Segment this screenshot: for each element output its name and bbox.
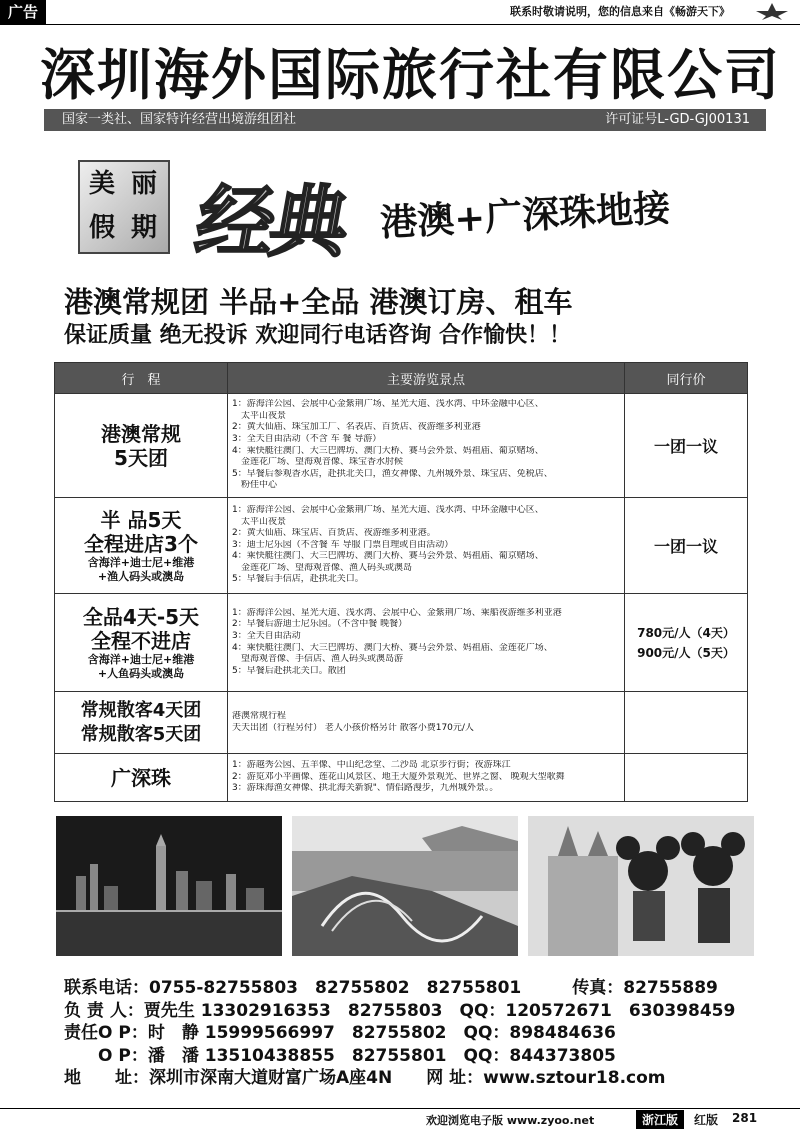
- table-row: [55, 692, 748, 754]
- contact-manager-line: 负 责 人：贾先生 13302916353 82755803 QQ：120572671 630398459: [64, 1000, 736, 1021]
- route-name: 全品4天-5天: [82, 604, 200, 629]
- route-cell: [55, 394, 228, 498]
- route-includes: 含海洋+迪士尼+维港: [87, 652, 195, 666]
- table-row: [55, 594, 748, 692]
- route-includes: 含海洋+迪士尼+维港: [87, 555, 195, 569]
- badge-char: 假: [88, 213, 115, 243]
- route-cell: [55, 594, 228, 692]
- sight-line: 1：游海洋公园、会展中心金紫荆广场、星光大道、浅水湾、中环金融中心区、: [232, 399, 544, 410]
- sight-line: 2：游览邓小平画像、莲花山风景区、地王大厦外景观光、世界之窗、 晚观大型歌舞: [232, 771, 565, 782]
- sight-line: 1：游越秀公园、五羊像、中山纪念堂、二沙岛 北京步行街；夜游珠江: [232, 760, 511, 771]
- sight-line: 2：黄大仙庙、珠宝加工厂、名表店、百货店、夜游维多利亚港: [232, 422, 481, 433]
- sight-line: 港澳常规行程: [232, 710, 287, 721]
- sight-line: 3：游珠海渔女神像、拱北海关新貌"、情侣路漫步，九州城外景。。: [232, 783, 499, 794]
- sights-cell: [228, 692, 625, 754]
- price-cell: [625, 754, 748, 802]
- sight-line: 望海观音像、手信店、渔人码头或澳岛游: [232, 654, 404, 665]
- sight-line: 3：全天自由活动: [232, 630, 301, 641]
- contact-op-line: O P：潘 潘 13510438855 82755801 QQ：844373805: [64, 1045, 616, 1066]
- company-description: 国家一类社、国家特许经营出境游组团社: [62, 112, 297, 127]
- sight-line: 5：早餐后参观香水店，赴拱北关口，渔女神像、九州城外景、珠宝店、免税店、: [232, 468, 553, 479]
- ad-tag: 广告: [0, 0, 46, 24]
- sight-line: 2：早餐后游迪士尼乐园。（不含中餐 晚餐）: [232, 619, 408, 630]
- route-name: 港澳常规: [101, 421, 181, 446]
- sight-line: 太平山夜景: [232, 410, 287, 421]
- edition-label: 红版: [694, 1113, 719, 1127]
- route-name: 全程不进店: [91, 628, 191, 653]
- sight-line: 5：早餐后赴拱北关口。散团: [232, 665, 346, 676]
- page-number: 281: [732, 1111, 758, 1125]
- sight-line: 4：乘快艇往澳门、大三巴牌坊、澳门大桥、赛马会外景、妈祖庙、葡京赌场、: [232, 445, 544, 456]
- route-name: 广深珠: [111, 765, 171, 790]
- route-name: 5天团: [114, 445, 168, 470]
- hong-kong-night-skyline-photo: [56, 816, 282, 956]
- tour-table: [54, 362, 748, 802]
- company-subtitle-bar: [44, 109, 766, 131]
- sight-line: 粉佳中心: [232, 480, 278, 491]
- route-slogan: 港澳+广深珠地接: [379, 185, 672, 245]
- page-footer: [0, 1108, 800, 1128]
- guarantee-line: 保证质量 绝无投诉 欢迎同行电话咨询 合作愉快！！: [64, 323, 571, 348]
- sight-line: 3：迪士尼乐园（不含餐 车 导服 门票自理或自由活动）: [232, 539, 454, 550]
- route-name: 常规散客5天团: [80, 723, 202, 745]
- ocean-park-rollercoaster-photo: [292, 816, 518, 956]
- contact-op-line: 责任O P：时 静 15999566997 82755802 QQ：898484636: [64, 1023, 616, 1043]
- contact-phone-line: 联系电话：0755-82755803 82755802 82755801 传真：82755889: [64, 978, 718, 998]
- disneyland-mickey-minnie-photo: [528, 816, 754, 956]
- sight-line: 2：黄大仙庙、珠宝店、百货店、夜游维多利亚港。: [232, 528, 436, 539]
- price-cell: [625, 594, 748, 692]
- sight-line: 4：乘快艇往澳门、大三巴牌坊、澳门大桥、赛马会外景、妈祖庙、金莲花广场、: [232, 642, 553, 653]
- route-cell: [55, 754, 228, 802]
- route-cell: [55, 498, 228, 594]
- sight-line: 金莲花广场、望海观音像、珠宝香水肘候: [232, 457, 404, 468]
- route-includes: +渔人码头或澳岛: [97, 569, 185, 583]
- photo-strip: [56, 816, 754, 956]
- source-note: 联系时敬请说明，您的信息来自《畅游天下》: [510, 5, 730, 18]
- table-row: [55, 394, 748, 498]
- table-header-row: [55, 363, 748, 394]
- sight-line: 1：游海洋公园、会展中心金紫荆广场、星光大道、浅水湾、中环金融中心区、: [232, 504, 544, 515]
- magazine-logo-icon: [752, 2, 792, 20]
- column-header-sights: 主要游览景点: [228, 363, 625, 394]
- sight-line: 1：游海洋公园、星光大道、浅水湾、会展中心、金紫荆广场、乘船夜游维多利亚港: [232, 607, 562, 618]
- sight-line: 5：早餐后手信店，赴拱北关口。: [232, 574, 364, 585]
- column-header-price: 同行价: [625, 363, 748, 394]
- sights-cell: [228, 498, 625, 594]
- route-name: 半 品5天: [100, 507, 182, 532]
- route-includes: +人鱼码头或澳岛: [97, 666, 185, 680]
- badge-char: 期: [130, 213, 157, 243]
- service-line: 港澳常规团 半品+全品 港澳订房、租车: [64, 285, 573, 319]
- price-cell: 一团一议: [625, 498, 748, 594]
- sight-line: 4：乘快艇往澳门、大三巴牌坊、澳门大桥、赛马会外景、妈祖庙、葡京赌场、: [232, 551, 544, 562]
- table-row: [55, 498, 748, 594]
- sights-cell: [228, 754, 625, 802]
- route-cell: [55, 692, 228, 754]
- route-name: 常规散客4天团: [80, 699, 202, 721]
- contact-address-line: 地 址：深圳市深南大道财富广场A座4N 网 址：www.sztour18.com: [64, 1068, 666, 1088]
- sights-cell: [228, 594, 625, 692]
- license-number: 许可证号L-GD-GJ00131: [605, 112, 750, 127]
- badge-char: 丽: [130, 169, 157, 199]
- beautiful-holiday-badge: [78, 160, 170, 254]
- route-name: 全程进店3个: [84, 531, 198, 556]
- edition-tag: 浙江版: [636, 1110, 684, 1129]
- classic-title: 经典: [188, 177, 353, 268]
- company-name: 深圳海外国际旅行社有限公司: [40, 42, 782, 107]
- sight-line: 天天出团（行程另付） 老人小孩价格另计 散客小费170元/人: [232, 722, 474, 733]
- price-cell: 一团一议: [625, 394, 748, 498]
- column-header-route: 行 程: [55, 363, 228, 394]
- ebook-welcome: 欢迎浏览电子版 www.zyoo.net: [426, 1114, 595, 1127]
- price-5-day: 900元/人（5天）: [637, 645, 735, 660]
- table-row: [55, 754, 748, 802]
- sight-line: 3：全天自由活动（不含 车 餐 导游）: [232, 433, 382, 444]
- badge-char: 美: [88, 169, 115, 199]
- contact-info: [64, 977, 735, 1090]
- sight-line: 金莲花广场、望海观音像、渔人码头或澳岛: [232, 562, 413, 573]
- sight-line: 太平山夜景: [232, 516, 287, 527]
- sights-cell: [228, 394, 625, 498]
- price-cell: [625, 692, 748, 754]
- price-4-day: 780元/人（4天）: [637, 625, 735, 640]
